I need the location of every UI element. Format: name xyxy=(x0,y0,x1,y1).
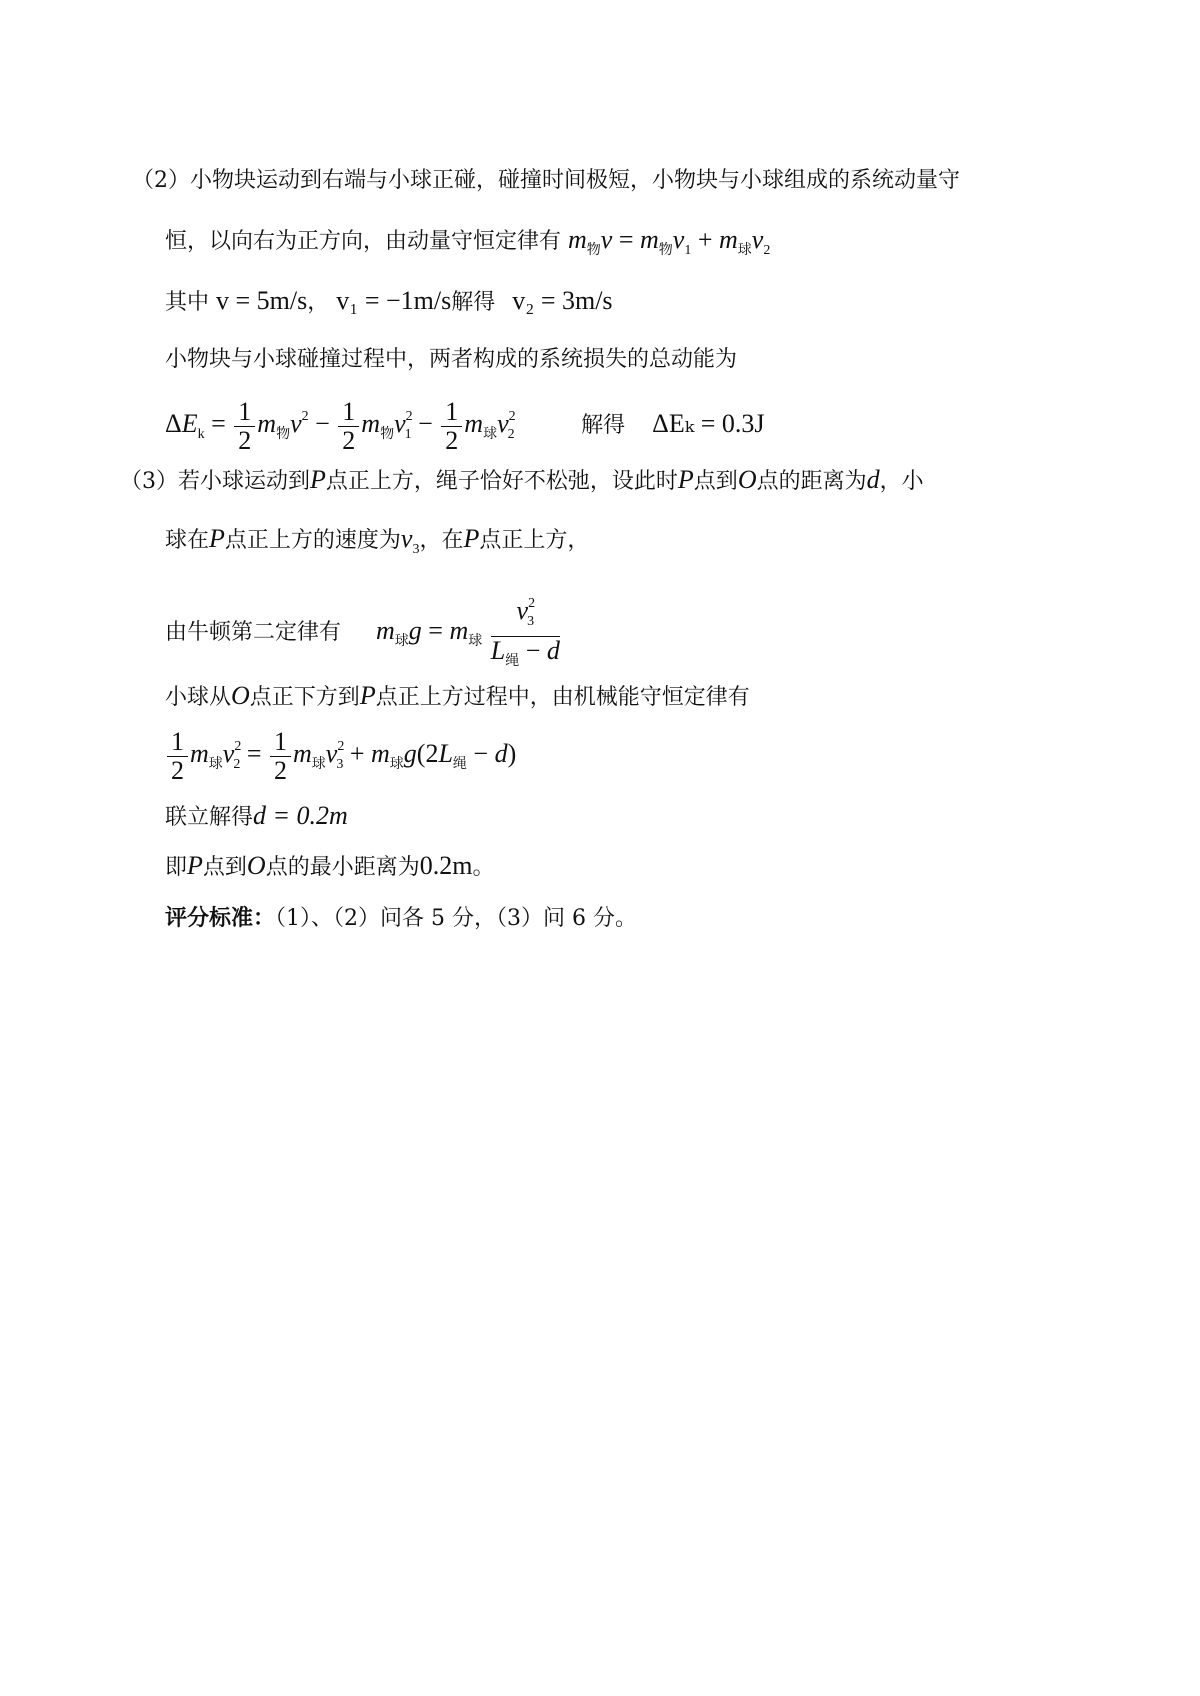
v2-value: v₂ = 3m/s xyxy=(512,286,613,315)
energy-loss-equation-line: $\Delta E_k$ = $\frac{1}{2}$ $m_物v^2$ − $\frac{1}{2}$ $m_物v^2_1$ − $\frac{1}{2}$ $m_球v^2_2$ 解得 ΔEₖ = 0.3J xyxy=(165,397,765,455)
d-value: d = 0.2m xyxy=(253,801,348,830)
momentum-equation-line: 恒，以向右为正方向，由动量守恒定律有 $m_物v = m_物v_1 + m_球v_2$ xyxy=(165,225,771,258)
energy-loss-equation: $\Delta E_k$ = $\frac{1}{2}$ $m_物v^2$ − $\frac{1}{2}$ $m_物v^2_1$ − $\frac{1}{2}$ $m_球v^2_2$ xyxy=(165,397,516,455)
v-value: v = 5m/s xyxy=(216,286,308,315)
solution-line-2-intro: （2）小物块运动到右端与小球正碰，碰撞时间极短，小物块与小球组成的系统动量守 xyxy=(132,168,960,193)
energy-loss-intro: 小物块与小球碰撞过程中，两者构成的系统损失的总动能为 xyxy=(165,347,738,372)
given-values-line: 其中 v = 5m/s， v₁ = −1m/s解得 v₂ = 3m/s xyxy=(165,286,613,315)
ek-value: ΔEₖ = 0.3J xyxy=(652,409,765,439)
min-distance-value: 0.2m xyxy=(419,851,473,880)
velocity-v3-line: 球在P点正上方的速度为$v_3$，在P点正上方， xyxy=(165,524,590,557)
energy-conservation-equation: $\frac{1}{2}$ $m_球v^2_2$ = $\frac{1}{2}$ $m_球v^2_3 + m_球g(2L_绳 - d)$ xyxy=(165,728,516,785)
energy-conservation-intro: 小球从O点正下方到P点正上方过程中，由机械能守恒定律有 xyxy=(165,681,750,710)
conclusion-line: 即P点到O点的最小距离为0.2m。 xyxy=(165,851,495,880)
grading-criteria-label: 评分标准： xyxy=(165,905,276,931)
grading-criteria: 评分标准：（1）、（2）问各 5 分，（3）问 6 分。 xyxy=(165,905,637,931)
momentum-equation: $m_物v = m_物v_1 + m_球v_2$ xyxy=(568,225,771,258)
solve-d-line: 联立解得d = 0.2m xyxy=(165,801,348,830)
solution-line-3-intro: （3）若小球运动到P点正上方，绳子恰好不松弛，设此时P点到O点的距离为d，小 xyxy=(120,465,924,494)
newton-equation: $m_球g = m_球$ $\frac{v^2_3}{L_绳 - d}$ xyxy=(376,616,562,645)
v1-value: v₁ = −1m/s xyxy=(336,286,452,315)
newton-law-line: 由牛顿第二定律有 $m_球g = m_球$ $\frac{v^2_3}{L_绳 - d}$ xyxy=(165,590,562,676)
